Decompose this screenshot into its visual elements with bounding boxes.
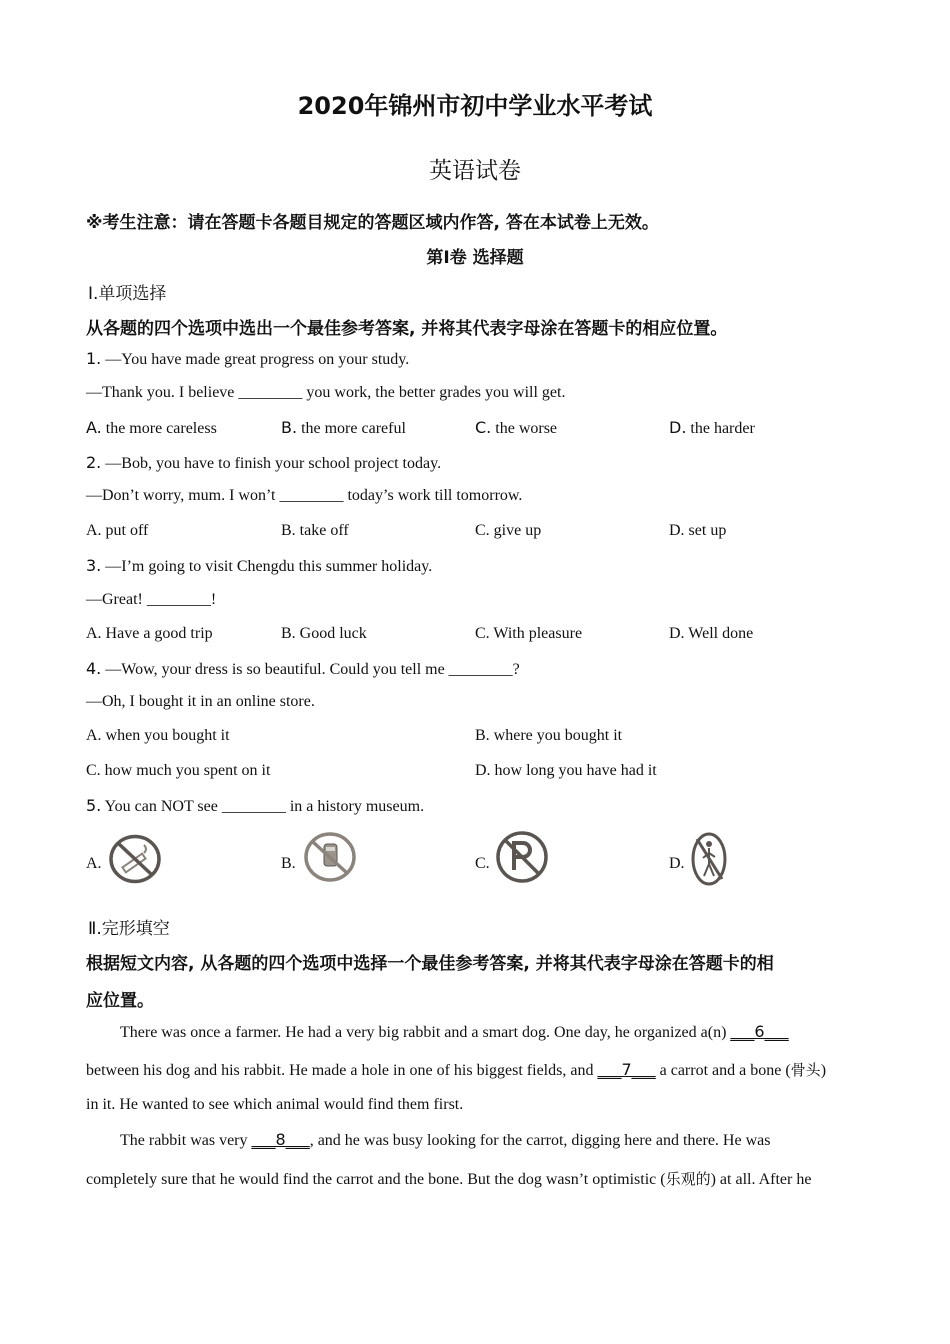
option-text: the more careless: [105, 420, 217, 437]
no-smoking-sign-icon[interactable]: [108, 833, 164, 885]
blank-8[interactable]: ___8___: [251, 1130, 310, 1149]
option-3a[interactable]: A. Have a good trip: [86, 625, 213, 642]
question-number: 4.: [86, 659, 102, 678]
section1-instruction: 从各题的四个选项中选出一个最佳参考答案, 并将其代表字母涂在答题卡的相应位置。: [86, 319, 728, 339]
blank-7[interactable]: ___7___: [597, 1060, 656, 1079]
passage-text: a carrot and a bone (: [655, 1062, 791, 1079]
option-4d[interactable]: D. how long you have had it: [475, 762, 657, 779]
option-4c[interactable]: C. how much you spent on it: [86, 762, 271, 779]
gloss-text: 骨头: [790, 1061, 821, 1079]
no-food-sign-icon[interactable]: [302, 832, 358, 884]
passage-text: , and he was busy looking for the carrot, digging here and there. He was: [309, 1132, 771, 1149]
question-2-reply: —Don’t worry, mum. I won’t ________ today’s work till tomorrow.: [86, 487, 523, 504]
question-2: [86, 453, 441, 473]
option-text: the worse: [495, 420, 558, 437]
option-5b-letter[interactable]: B.: [281, 855, 296, 872]
question-text: —Bob, you have to finish your school project today.: [105, 455, 442, 472]
option-letter: B.: [281, 418, 298, 437]
option-4b[interactable]: B. where you bought it: [475, 727, 623, 744]
passage-text: ): [820, 1062, 827, 1079]
section2-instruction-cont: 应位置。: [86, 991, 154, 1011]
option-text: the harder: [690, 420, 755, 437]
option-2b[interactable]: B. take off: [281, 522, 349, 539]
question-4-reply: —Oh, I bought it in an online store.: [86, 693, 315, 710]
option-4a[interactable]: A. when you bought it: [86, 727, 230, 744]
question-3: [86, 556, 432, 576]
section1-heading: Ⅰ.单项选择: [88, 284, 167, 304]
blank-6[interactable]: ___6___: [730, 1022, 789, 1041]
question-number: 2.: [86, 453, 102, 472]
question-5: [86, 796, 424, 816]
page-title: 2020年锦州市初中学业水平考试: [297, 92, 653, 120]
question-3-reply: —Great! ________!: [86, 591, 217, 608]
question-text: —You have made great progress on your study.: [105, 351, 410, 368]
question-text: —I’m going to visit Chengdu this summer holiday.: [105, 558, 433, 575]
option-1b[interactable]: [281, 418, 406, 438]
option-5d-letter[interactable]: D.: [669, 855, 685, 872]
question-text: —Wow, your dress is so beautiful. Could you tell me ________?: [105, 661, 520, 678]
question-1-reply: —Thank you. I believe ________ you work, the better grades you will get.: [86, 384, 566, 401]
option-2c[interactable]: C. give up: [475, 522, 542, 539]
question-text: You can NOT see ________ in a history museum.: [104, 798, 425, 815]
option-3c[interactable]: C. With pleasure: [475, 625, 583, 642]
exam-notice: ※考生注意：请在答题卡各题目规定的答题区域内作答, 答在本试卷上无效。: [86, 213, 659, 233]
passage-line: [120, 1130, 770, 1150]
section2-instruction: 根据短文内容, 从各题的四个选项中选择一个最佳参考答案, 并将其代表字母涂在答题卡的相: [86, 954, 774, 974]
passage-line: [86, 1168, 811, 1189]
option-1a[interactable]: [86, 418, 217, 438]
option-2a[interactable]: A. put off: [86, 522, 149, 539]
passage-text: ) at all. After he: [710, 1171, 812, 1188]
question-4: [86, 659, 520, 679]
gloss-text: 乐观的: [665, 1170, 711, 1188]
passage-text: between his dog and his rabbit. He made a hole in one of his biggest fields, and: [86, 1062, 598, 1079]
no-littering-sign-icon[interactable]: [690, 831, 730, 887]
question-number: 1.: [86, 349, 102, 368]
option-letter: C.: [475, 418, 492, 437]
option-letter: D.: [669, 418, 687, 437]
option-1c[interactable]: [475, 418, 557, 438]
option-2d[interactable]: D. set up: [669, 522, 727, 539]
option-1d[interactable]: [669, 418, 755, 438]
passage-line: in it. He wanted to see which animal would find them first.: [86, 1096, 464, 1113]
passage-text: There was once a farmer. He had a very big rabbit and a smart dog. One day, he organized a(n): [120, 1024, 731, 1041]
question-number: 5.: [86, 796, 102, 815]
page-subtitle: 英语试卷: [429, 158, 521, 184]
passage-line: [86, 1059, 826, 1080]
passage-text: The rabbit was very: [120, 1132, 252, 1149]
question-number: 3.: [86, 556, 102, 575]
option-letter: A.: [86, 418, 102, 437]
option-3d[interactable]: D. Well done: [669, 625, 754, 642]
question-1: [86, 349, 409, 369]
option-5a-letter[interactable]: A.: [86, 855, 102, 872]
no-parking-sign-icon[interactable]: [495, 830, 551, 884]
passage-text: completely sure that he would find the carrot and the bone. But the dog wasn’t optimistic (: [86, 1171, 666, 1188]
option-5c-letter[interactable]: C.: [475, 855, 490, 872]
volume-heading: 第Ⅰ卷 选择题: [426, 248, 524, 268]
section2-heading: Ⅱ.完形填空: [88, 919, 170, 939]
option-3b[interactable]: B. Good luck: [281, 625, 367, 642]
passage-line: [120, 1022, 789, 1042]
option-text: the more careful: [301, 420, 406, 437]
